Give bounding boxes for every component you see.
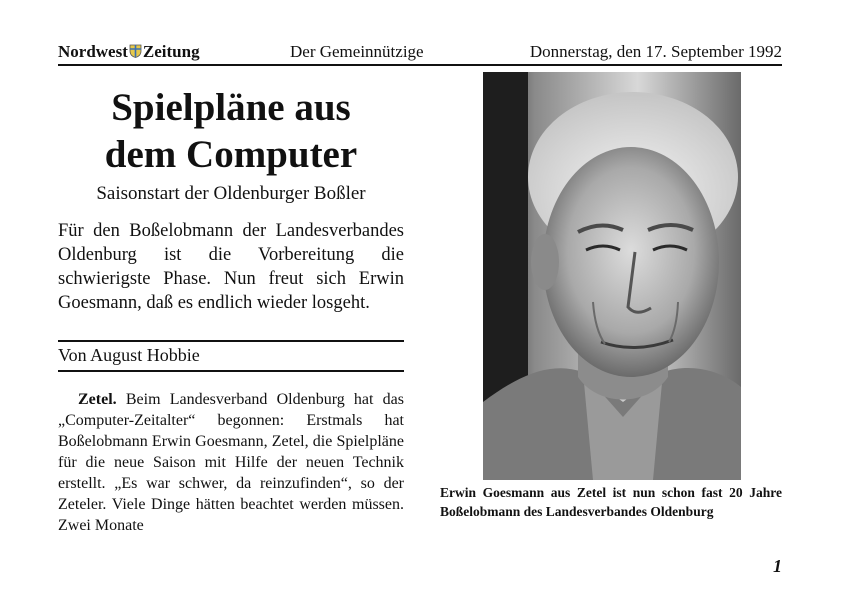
newspaper-name-part1: Nordwest [58,42,128,61]
photo-caption: Erwin Goesmann aus Zetel ist nun schon fast 20 Jahre Boßelobmann des Landesverbandes Oldenburg [440,485,782,519]
byline-rule-bottom [58,370,404,372]
newspaper-name [58,42,200,62]
subheadline: Saisonstart der Oldenburger Boßler [96,183,366,204]
headline-line-2: dem Computer [104,133,358,176]
portrait-photo [483,72,741,480]
page-number: 1 [773,556,782,576]
masthead [58,40,782,66]
dateline: Zetel. [78,391,117,408]
newspaper-name-part2: Zeitung [142,42,200,61]
headline [58,84,404,178]
lead-paragraph: Für den Boßelobmann der Landesverbandes Oldenburg ist die Vorbereitung die schwierigste Phase. Nun freut sich Erwin Goesmann, daß es endlich wieder losgeht. [58,221,404,313]
article-body [58,389,404,536]
portrait-photo-icon [483,72,741,480]
section-title: Der Gemeinnützige [290,42,424,61]
issue-date: Donnerstag, den 17. September 1992 [529,42,782,61]
byline-rule-top [58,340,404,342]
article-body-text: Beim Landesverband Oldenburg hat das „Computer-Zeitalter“ begonnen: Erstmals hat Boßelobmann Erwin Goesmann, Zetel, die Spielpläne für die neue Saison mit Hilfe der neuen Technik erstellt. „Es war schwer, da reinzufinden“, so der Zeteler. Viele Dinge hätten beachtet werden müssen. Zwei Monate [58,391,404,534]
coat-of-arms-icon [129,44,142,58]
byline: Von August Hobbie [58,345,200,365]
headline-line-1: Spielpläne aus [111,86,351,129]
